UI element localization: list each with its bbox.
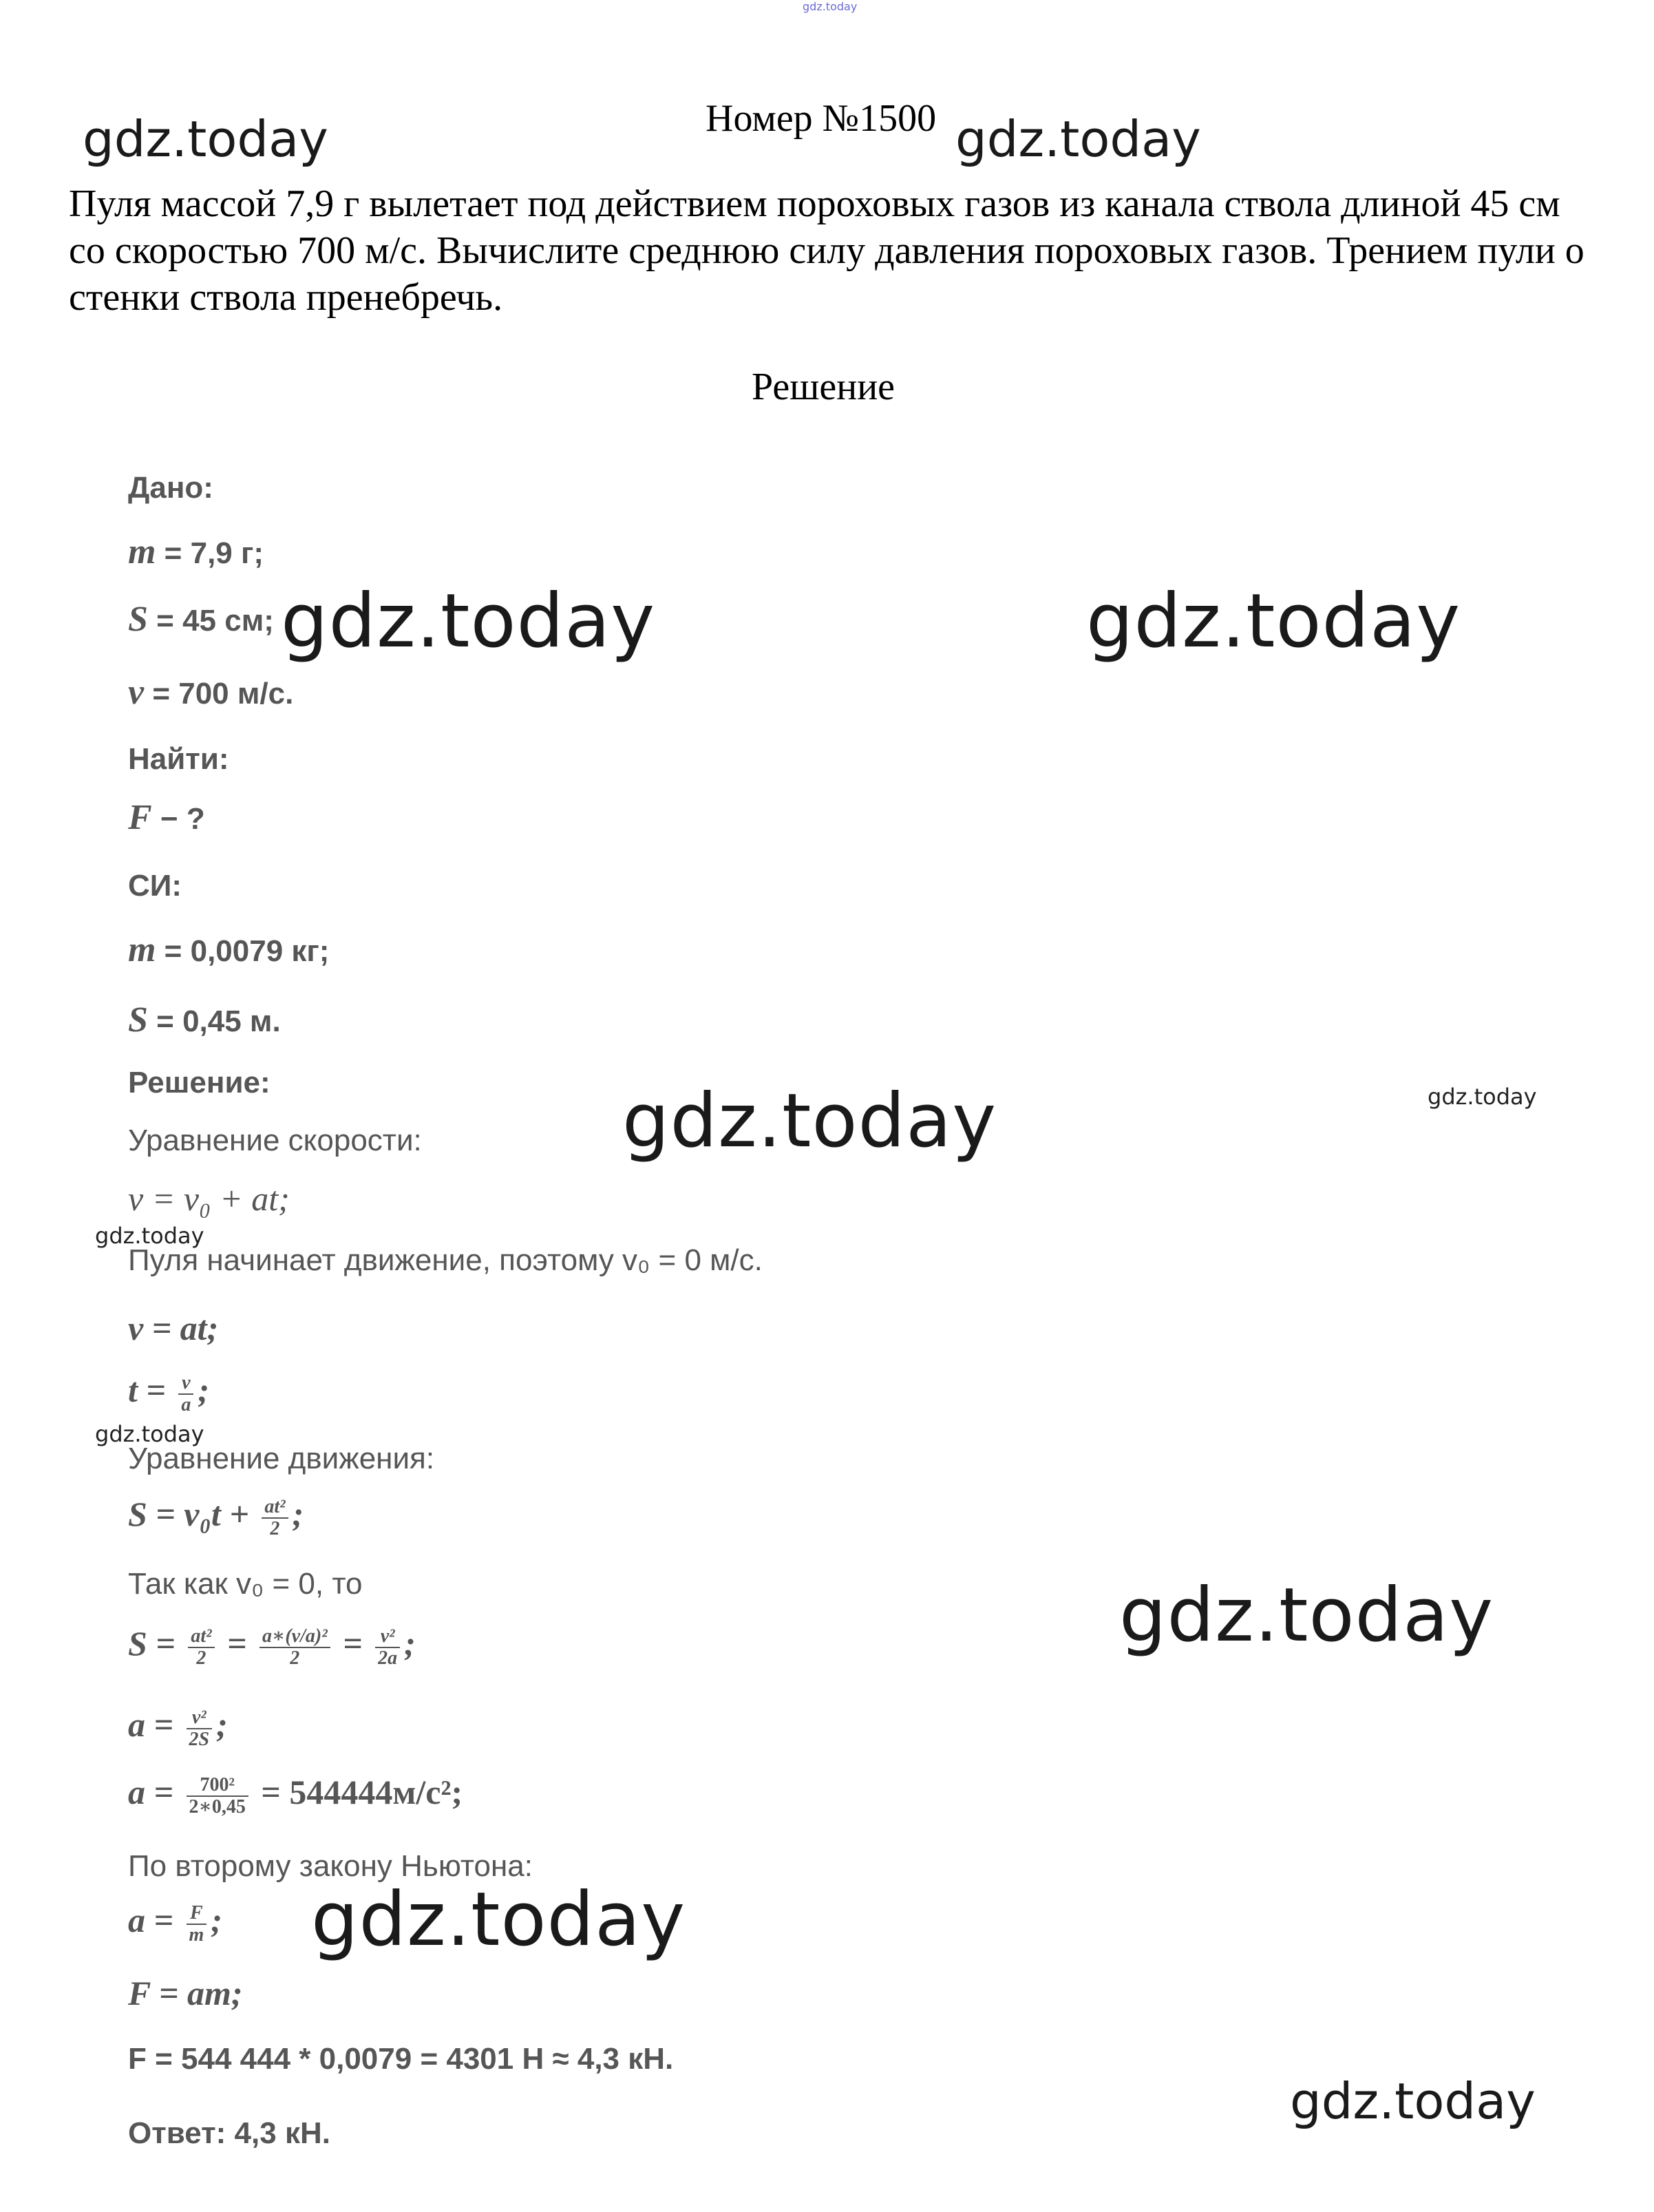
since-note: Так как v₀ = 0, то <box>128 1567 363 1601</box>
f-calculation: F = 544 444 * 0,0079 = 4301 Н ≈ 4,3 кН. <box>128 2042 674 2076</box>
find-f <box>128 797 205 838</box>
s-den-3: 2a <box>378 1647 398 1669</box>
t-tail: ; <box>198 1371 210 1409</box>
motion-lhs: S = v₀t + <box>128 1495 258 1533</box>
watermark-7: gdz.today <box>95 1223 204 1249</box>
a2-numerator: 700² <box>187 1775 248 1797</box>
solve-label: Решение: <box>128 1066 271 1099</box>
t-fraction <box>178 1373 193 1415</box>
a3-tail: ; <box>211 1901 222 1939</box>
watermark-9: gdz.today <box>1119 1572 1494 1658</box>
t-equation <box>128 1370 209 1415</box>
a3-lhs: a = <box>128 1901 182 1939</box>
watermark-10: gdz.today <box>311 1877 686 1963</box>
a3-equation <box>128 1900 222 1946</box>
s-fraction-2 <box>259 1626 330 1669</box>
s-num-1: at² <box>188 1626 214 1648</box>
watermark-5: gdz.today <box>622 1078 997 1164</box>
problem-title: Номер №1500 <box>706 97 937 140</box>
find-f-value: − ? <box>151 802 205 836</box>
s-den-1: 2 <box>196 1647 206 1669</box>
si-m <box>128 929 329 970</box>
speed-eq-label: Уравнение скорости: <box>128 1124 422 1157</box>
s-num-3: v² <box>375 1626 400 1648</box>
t-denominator: a <box>181 1393 191 1415</box>
newton-label: По второму закону Ньютона: <box>128 1849 533 1883</box>
a2-fraction <box>187 1775 248 1818</box>
a2-denominator: 2∗0,45 <box>189 1795 246 1818</box>
s-fraction-3 <box>375 1626 400 1669</box>
si-s-value: = 0,45 м. <box>147 1004 281 1038</box>
f-am-equation: F = am; <box>128 1974 243 2012</box>
s-equation <box>128 1623 416 1669</box>
var-m: m <box>128 532 156 571</box>
var-s: S <box>128 600 148 639</box>
s-fraction-1 <box>188 1626 214 1669</box>
s-den-2: 2 <box>290 1647 300 1669</box>
a2-tail: = 544444м/с²; <box>252 1773 463 1811</box>
watermark-1: gdz.today <box>83 110 328 168</box>
si-s <box>128 1000 281 1040</box>
motion-denominator: 2 <box>270 1517 280 1539</box>
answer: Ответ: 4,3 кН. <box>128 2116 330 2150</box>
find-label: Найти: <box>128 742 229 776</box>
si-label: СИ: <box>128 869 182 903</box>
watermark-2: gdz.today <box>955 110 1201 168</box>
problem-statement: Пуля массой 7,9 г вылетает под действием пороховых газов из канала ствола длиной 45 см со скоростью 700 м/с. Вычислите среднюю силу давления пороховых газов. Трением пули о стенки ствола пренебречь. <box>69 182 1584 319</box>
a3-numerator: F <box>187 1903 207 1925</box>
watermark-3: gdz.today <box>281 578 656 664</box>
given-m-value: = 7,9 г; <box>156 536 264 570</box>
s-tail: ; <box>404 1624 416 1663</box>
a1-denominator: 2S <box>189 1728 210 1750</box>
var-m-si: m <box>128 930 156 969</box>
watermark-top: gdz.today <box>803 0 858 13</box>
a1-tail: ; <box>216 1705 228 1744</box>
given-label: Дано: <box>128 471 213 505</box>
s-eq-2: = <box>334 1624 372 1663</box>
t-lhs: t = <box>128 1371 175 1409</box>
a1-numerator: v² <box>187 1707 213 1729</box>
given-s <box>128 599 274 640</box>
a2-equation <box>128 1772 463 1818</box>
watermark-11: gdz.today <box>1290 2072 1536 2130</box>
si-m-value: = 0,0079 кг; <box>156 934 330 968</box>
a2-lhs: a = <box>128 1773 182 1811</box>
a3-denominator: m <box>189 1924 204 1946</box>
a3-fraction <box>187 1903 207 1946</box>
v-at-equation: v = at; <box>128 1309 219 1347</box>
given-v <box>128 672 293 713</box>
motion-fraction <box>262 1497 288 1539</box>
motion-eq-label: Уравнение движения: <box>128 1442 435 1475</box>
given-s-value: = 45 см; <box>147 604 274 638</box>
a1-fraction <box>187 1707 213 1750</box>
motion-numerator: at² <box>262 1497 288 1519</box>
watermark-6: gdz.today <box>1428 1084 1537 1110</box>
var-f: F <box>128 798 152 837</box>
given-m <box>128 531 264 572</box>
a1-equation <box>128 1705 228 1750</box>
watermark-8: gdz.today <box>95 1421 204 1447</box>
given-v-value: = 700 м/с. <box>144 677 294 710</box>
start-note: Пуля начинает движение, поэтому v₀ = 0 м/с. <box>128 1243 763 1277</box>
s-lhs: S = <box>128 1624 184 1663</box>
var-s-si: S <box>128 1000 148 1040</box>
motion-equation <box>128 1494 304 1539</box>
s-num-2: a∗(v/a)² <box>259 1626 330 1648</box>
speed-equation: v = v₀ + at; <box>128 1179 290 1218</box>
s-eq-1: = <box>218 1624 255 1663</box>
t-numerator: v <box>178 1373 193 1395</box>
watermark-4: gdz.today <box>1086 578 1461 664</box>
var-v: v <box>128 673 145 712</box>
a1-lhs: a = <box>128 1705 182 1744</box>
motion-tail: ; <box>292 1495 304 1533</box>
solution-heading: Решение <box>752 366 895 408</box>
